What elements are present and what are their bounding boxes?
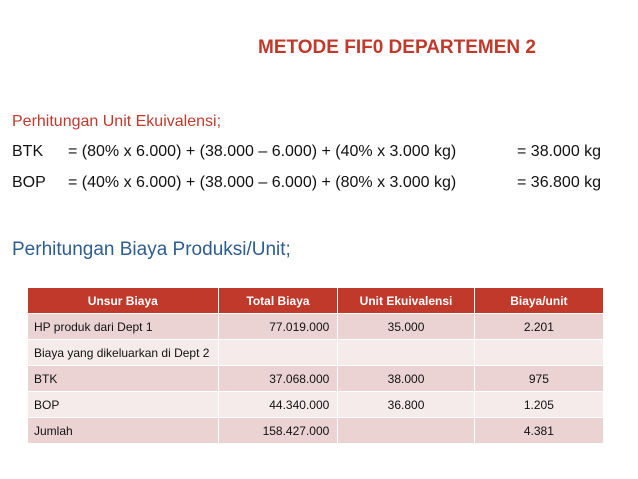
equation-result: = 36.800 kg xyxy=(517,174,602,191)
equation-label: BOP xyxy=(12,174,46,191)
cell-unit-ekuivalensi: 36.800 xyxy=(338,392,474,418)
equation-result: = 38.000 kg xyxy=(517,143,602,160)
cell-unit-ekuivalensi: 35.000 xyxy=(338,314,474,340)
cell-biaya-unit: 1.205 xyxy=(474,392,603,418)
table-header-row xyxy=(28,288,604,314)
equation-row-bop xyxy=(12,174,612,194)
cell-unit-ekuivalensi xyxy=(338,418,474,444)
table-row xyxy=(28,418,604,444)
cell-unit-ekuivalensi: 38.000 xyxy=(338,366,474,392)
unit-ekuivalensi-heading: Perhitungan Unit Ekuivalensi; xyxy=(12,113,222,130)
cell-total-biaya: 158.427.000 xyxy=(218,418,338,444)
table-row xyxy=(28,340,604,366)
equation-label: BTK xyxy=(12,143,44,160)
cell-biaya-unit xyxy=(474,340,603,366)
column-header-total-biaya: Total Biaya xyxy=(218,288,338,314)
column-header-unsur-biaya: Unsur Biaya xyxy=(28,288,219,314)
biaya-produksi-table xyxy=(27,287,604,444)
cell-total-biaya xyxy=(218,340,338,366)
cell-unit-ekuivalensi xyxy=(338,340,474,366)
equation-formula: = (80% x 6.000) + (38.000 – 6.000) + (40% x 3.000 kg) xyxy=(68,143,457,160)
equation-row-btk xyxy=(12,143,612,163)
table-row xyxy=(28,392,604,418)
cell-unsur-biaya: BOP xyxy=(28,392,219,418)
column-header-unit-ekuivalensi: Unit Ekuivalensi xyxy=(338,288,474,314)
cell-total-biaya: 77.019.000 xyxy=(218,314,338,340)
cell-biaya-unit: 4.381 xyxy=(474,418,603,444)
cell-biaya-unit: 975 xyxy=(474,366,603,392)
table-row xyxy=(28,366,604,392)
page-title: METODE FIF0 DEPARTEMEN 2 xyxy=(258,37,536,58)
cell-total-biaya: 37.068.000 xyxy=(218,366,338,392)
equation-formula: = (40% x 6.000) + (38.000 – 6.000) + (80% x 3.000 kg) xyxy=(68,174,457,191)
column-header-biaya-unit: Biaya/unit xyxy=(474,288,603,314)
biaya-produksi-heading: Perhitungan Biaya Produksi/Unit; xyxy=(12,239,291,260)
cell-unsur-biaya: Jumlah xyxy=(28,418,219,444)
cell-unsur-biaya: BTK xyxy=(28,366,219,392)
cell-unsur-biaya: HP produk dari Dept 1 xyxy=(28,314,219,340)
cell-biaya-unit: 2.201 xyxy=(474,314,603,340)
cell-total-biaya: 44.340.000 xyxy=(218,392,338,418)
cell-unsur-biaya: Biaya yang dikeluarkan di Dept 2 xyxy=(28,340,219,366)
table-row xyxy=(28,314,604,340)
